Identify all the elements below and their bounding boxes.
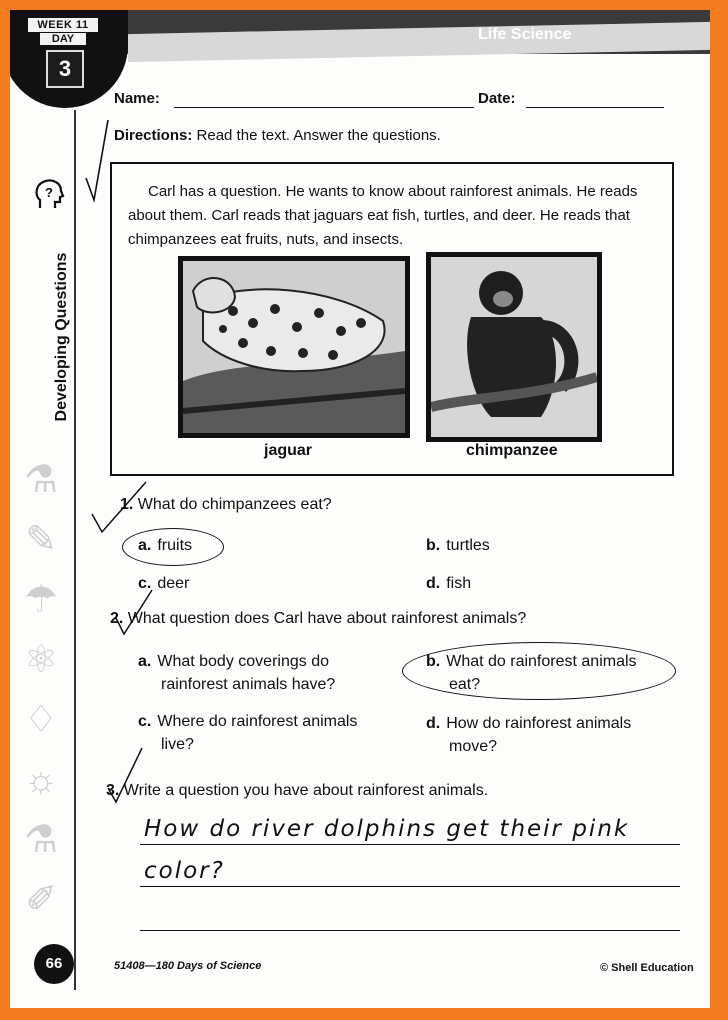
question-1-text: What do chimpanzees eat? [137, 496, 332, 513]
answer-circle [122, 528, 224, 566]
name-label: Name: [114, 90, 160, 107]
chimpanzee-photo [426, 252, 602, 442]
name-field[interactable] [174, 107, 474, 108]
directions-text: Read the text. Answer the questions. [196, 127, 441, 144]
date-label: Date: [478, 90, 516, 107]
q2-option-d-letter: d. [426, 715, 441, 732]
svg-text:?: ? [45, 185, 53, 200]
question-1-number: 1. [120, 496, 134, 513]
q2-option-c[interactable] [138, 710, 357, 756]
chimpanzee-caption: chimpanzee [466, 442, 558, 459]
q2-option-c-letter: c. [138, 713, 152, 730]
jaguar-photo [178, 256, 410, 438]
footer-code: 51408—180 Days of Science [114, 960, 262, 972]
q1-option-a-text: fruits [157, 537, 193, 554]
q1-option-d-letter: d. [426, 575, 441, 592]
q2-option-a-line2: rainforest animals have? [161, 676, 336, 693]
question-3 [106, 782, 488, 800]
check-mark-icon [114, 588, 154, 638]
day-label: DAY [40, 33, 86, 45]
question-3-text: Write a question you have about rainforest animals. [123, 782, 489, 799]
q2-option-a-letter: a. [138, 653, 152, 670]
answer-line-2[interactable] [140, 886, 680, 887]
q1-option-d[interactable] [426, 572, 471, 595]
footer-publisher: © Shell Education [600, 962, 694, 974]
jaguar-illustration [183, 261, 405, 433]
answer-line-3[interactable] [140, 930, 680, 931]
q2-option-c-line2: live? [161, 736, 194, 753]
week-label: WEEK 11 [28, 18, 98, 32]
sidebar-title: Developing Questions [53, 252, 70, 422]
q1-option-c-text: deer [157, 575, 190, 592]
subject-title: Life Science [478, 26, 572, 43]
worksheet-page [10, 10, 710, 1008]
chimpanzee-illustration [431, 257, 597, 437]
q2-option-a-line1: What body coverings do [157, 653, 329, 670]
question-2-number: 2. [110, 610, 124, 627]
page-number: 66 [34, 944, 74, 984]
day-number: 3 [46, 50, 84, 88]
question-2-text: What question does Carl have about rainforest animals? [127, 610, 527, 627]
q1-option-c-letter: c. [138, 575, 152, 592]
directions [114, 127, 441, 144]
sidebar-decoration: ⚗ ✎ ☂ ⚛ ♢ ☼ ⚗ ✐ [23, 459, 59, 921]
check-mark-icon [106, 746, 146, 806]
q2-option-d[interactable] [426, 712, 631, 758]
answer-handwriting-line2: color? [144, 858, 225, 884]
q2-option-c-line1: Where do rainforest animals [157, 713, 358, 730]
head-question-icon [32, 178, 66, 212]
question-3-number: 3. [106, 782, 120, 799]
q2-option-a[interactable] [138, 650, 335, 696]
q1-option-a-letter: a. [138, 537, 152, 554]
q2-option-b-letter: b. [426, 653, 441, 670]
directions-label: Directions: [114, 127, 193, 144]
week-day-badge [10, 10, 128, 108]
answer-line-1[interactable] [140, 844, 680, 845]
q1-option-b-letter: b. [426, 537, 441, 554]
date-field[interactable] [526, 107, 664, 108]
q2-option-b-line1: What do rainforest animals [446, 653, 637, 670]
passage-text: Carl has a question. He wants to know about rainforest animals. He reads about them. Carl reads that jaguars eat fish, turtles, and deer. He reads that chimpanzees eat fruits, nuts, and insects. [128, 183, 638, 248]
sidebar-divider [74, 110, 76, 990]
answer-handwriting-line1: How do river dolphins get their pink [144, 816, 630, 842]
q2-option-d-line2: move? [449, 738, 498, 755]
q1-option-b[interactable] [426, 534, 490, 557]
question-1 [120, 496, 332, 514]
q2-option-b-line2: eat? [449, 676, 481, 693]
q2-option-d-line1: How do rainforest animals [446, 715, 632, 732]
answer-circle [402, 642, 676, 700]
q1-option-b-text: turtles [446, 537, 490, 554]
q1-option-d-text: fish [446, 575, 472, 592]
check-mark-icon [82, 118, 112, 204]
question-2 [110, 610, 526, 628]
reading-passage-box [110, 162, 674, 476]
jaguar-caption: jaguar [264, 442, 313, 459]
